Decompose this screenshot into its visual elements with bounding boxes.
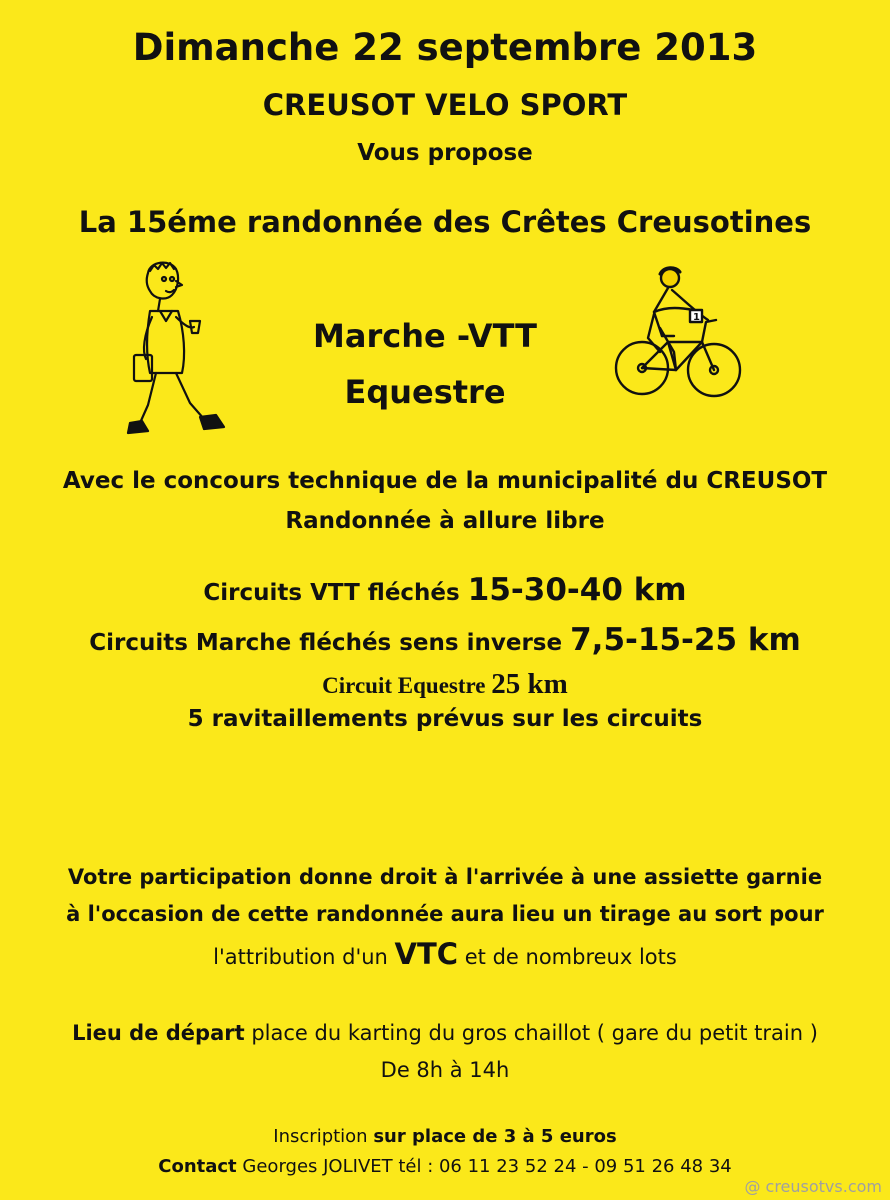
horaires-text: De 8h à 14h (380, 1058, 510, 1082)
lieu-value: place du karting du gros chaillot ( gare du petit train ) (251, 1021, 818, 1045)
equestre-circuit (0, 668, 890, 701)
event-title: La 15éme randonnée des Crêtes Creusotines (78, 205, 812, 239)
participation-line-3 (0, 937, 890, 971)
inscription-value: sur place de 3 à 5 euros (373, 1126, 617, 1147)
concours-text: Avec le concours technique de la municipalité du CREUSOT (62, 468, 828, 494)
equestre-label: Circuit Equestre (322, 673, 486, 698)
participation-post: et de nombreux lots (464, 945, 677, 969)
contact-value: Georges JOLIVET tél : 06 11 23 52 24 - 09 51 26 48 34 (242, 1156, 732, 1177)
lieu-depart (0, 1021, 890, 1045)
activities-line-2: Equestre (344, 373, 506, 411)
allure-text: Randonnée à allure libre (285, 508, 605, 534)
club-name: CREUSOT VELO SPORT (262, 88, 628, 122)
participation-line-2: à l'occasion de cette randonnée aura lieu un tirage au sort pour (66, 902, 824, 926)
marche-label: Circuits Marche fléchés sens inverse (89, 630, 563, 656)
participation-pre: l'attribution d'un (213, 945, 388, 969)
cyclist-icon (610, 258, 745, 413)
inscription-line (0, 1126, 890, 1147)
contact-line (0, 1156, 890, 1177)
marche-distances: 7,5-15-25 km (570, 622, 801, 658)
ravitaillements-text: 5 ravitaillements prévus sur les circuits (187, 706, 703, 732)
vtt-label: Circuits VTT fléchés (203, 580, 460, 606)
vtt-circuits (0, 572, 890, 608)
vtt-distances: 15-30-40 km (467, 572, 687, 608)
vtc-prize: VTC (394, 937, 459, 971)
equestre-distance: 25 km (491, 668, 568, 700)
marche-circuits (0, 622, 890, 658)
activities-line-1: Marche -VTT (313, 317, 537, 355)
watermark-text: @ creusotvs.com (744, 1177, 882, 1196)
participation-line-1: Votre participation donne droit à l'arrivée à une assiette garnie (67, 865, 823, 889)
event-date: Dimanche 22 septembre 2013 (132, 26, 758, 69)
propose-text: Vous propose (357, 140, 533, 166)
inscription-label: Inscription (273, 1126, 368, 1147)
contact-label: Contact (158, 1156, 237, 1177)
svg-text:1: 1 (693, 312, 700, 323)
lieu-label: Lieu de départ (72, 1021, 245, 1045)
